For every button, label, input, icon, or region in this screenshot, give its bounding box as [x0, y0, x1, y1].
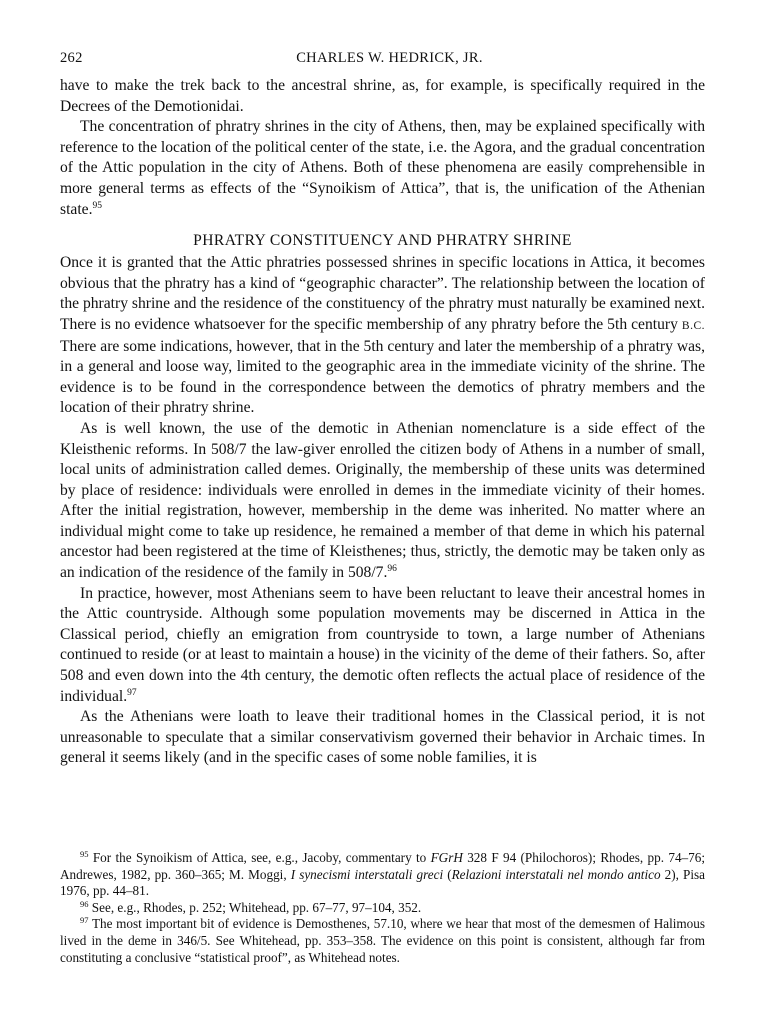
- section-heading: PHRATRY CONSTITUENCY AND PHRATRY SHRINE: [193, 232, 572, 250]
- footnote-number: 96: [80, 898, 89, 909]
- footnote-italic: I synecismi interstatali greci: [290, 866, 444, 882]
- paragraph-text: Once it is granted that the Attic phratries possessed shrines in specific locations in Attica, it becomes obvious that the phratry has a kind of “geographic character”. The relationship between the location of the phratry shrine and the residence of the constituency of the phratry must naturally be examined next. There is no evidence whatsoever for the specific membership of any phratry before the 5th century: [60, 254, 705, 333]
- paragraph-synoikism: [60, 117, 705, 220]
- footnote-text: 328 F 94 (Philochoros); Rhodes, pp. 74–76; Andrewes, 1982, pp. 360–365; M. Moggi,: [60, 850, 705, 882]
- footnote-italic: Relazioni interstatali nel mondo antico: [451, 866, 661, 882]
- running-head: [60, 50, 705, 76]
- footnote-italic: FGrH: [430, 850, 463, 865]
- footnote-95: [60, 850, 705, 900]
- paragraph-text: In practice, however, most Athenians seem to have been reluctant to leave their ancestral homes in the Attic countryside. Although some population movements may be discerned in Attica in the Classical period, chiefly an emigration from countryside to town, a large number of Athenians continued to reside (or at least to maintain a house) in the vicinity of the deme of their fathers. So, after 508 and even down into the 4th century, the demotic often reflects the actual place of residence of the individual.: [60, 584, 705, 705]
- footnote-number: 95: [80, 849, 89, 859]
- paragraph-text: The concentration of phratry shrines in the city of Athens, then, may be explained specifically with reference to the location of the political center of the state, i.e. the Agora, and the gradual concentration of the Attic population in the city of Athens. Both of these phenomena are easily comprehensible in more general terms as effects of the “Synoikism of Attica”, that is, the unification of the Athenian state.: [60, 118, 705, 218]
- era-abbreviation: B.C.: [681, 319, 705, 332]
- footnote-text: 2), Pisa 1976, pp. 44–81.: [60, 866, 706, 899]
- footnote-text: The most important bit of evidence is Demosthenes, 57.10, where we hear that most of the demesmen of Halimous lived in the deme in 346/5. See Whitehead, pp. 353–358. The evidence on this point is consistent, although far from constituting a conclusive “statistical proof”, as Whitehead notes.: [60, 916, 705, 965]
- paragraph-demotic: [60, 419, 705, 584]
- body-text: [60, 76, 705, 769]
- footnote-text: (: [443, 866, 452, 882]
- paragraph-text: As the Athenians were loath to leave their traditional homes in the Classical period, it is not unreasonable to speculate that a similar conservativism governed their behavior in Archaic times. In general it seems likely (and in the specific cases of some noble families, it is: [60, 708, 705, 767]
- paragraph-practice: [60, 584, 705, 708]
- footnote-97: [60, 916, 705, 966]
- page-number: 262: [60, 50, 83, 66]
- paragraph-text: have to make the trek back to the ancestral shrine, as, for example, is specifically required in the Decrees of the Demotionidai.: [60, 77, 705, 115]
- footnote-text: See, e.g., Rhodes, p. 252; Whitehead, pp. 67–77, 97–104, 352.: [91, 899, 422, 915]
- running-head-author: CHARLES W. HEDRICK, JR.: [296, 50, 483, 66]
- paragraph-geographic-character: [60, 253, 705, 419]
- paragraph-conservativism: [60, 707, 705, 769]
- footnote-text: For the Synoikism of Attica, see, e.g., Jacoby, commentary to: [92, 850, 431, 865]
- paragraph-continuation: [60, 76, 705, 117]
- footnote-number: 97: [80, 915, 89, 926]
- paragraph-text: As is well known, the use of the demotic in Athenian nomenclature is a side effect of the Kleisthenic reforms. In 508/7 the law-giver enrolled the citizen body of Athens in a number of small, local units of administration called demes. Originally, the membership of these units was determined by place of residence: individuals were enrolled in demes in the immediate vicinity of their homes. After the initial registration, however, membership in the deme was inherited. No matter where an individual might come to take up residence, he remained a member of that deme in which his paternal ancestor had been registered at the time of Kleisthenes; thus, strictly, the demotic may be taken only as an indication of the residence of the family in 508/7.: [60, 419, 705, 582]
- footnotes: [60, 850, 705, 966]
- footnote-ref-95: 95: [92, 200, 102, 211]
- footnote-ref-97: 97: [127, 687, 137, 698]
- page: [60, 50, 705, 769]
- paragraph-text: There are some indications, however, that in the 5th century and later the membership of a phratry was, in a general and loose way, limited to the geographic area in the immediate vicinity of the shrine. The evidence is to be found in the correspondence between the demotics of phratry members and the location of their phratry shrine.: [60, 337, 705, 417]
- footnote-ref-96: 96: [387, 564, 397, 575]
- footnote-96: [60, 900, 705, 917]
